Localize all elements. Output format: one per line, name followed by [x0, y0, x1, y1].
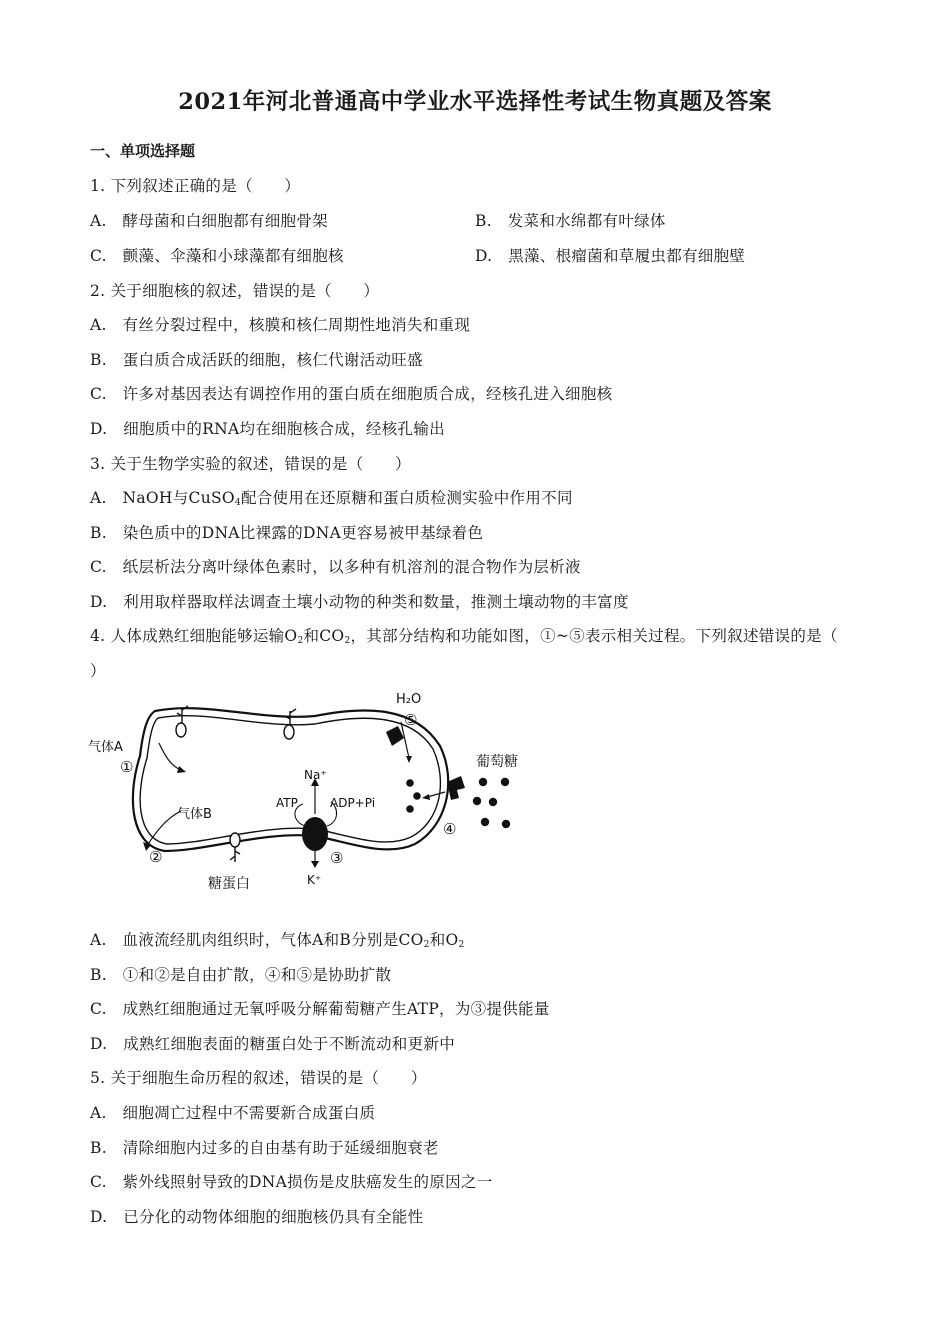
glycoprotein-top-left [176, 706, 188, 737]
q4-option-a: A. 血液流经肌肉组织时，气体A和B分别是$CO_2$和$O_2$ [90, 931, 465, 950]
q2-option-d: D. 细胞质中的RNA均在细胞核合成，经核孔输出 [90, 420, 445, 438]
q1-option-b: B. 发菜和水绵都有叶绿体 [475, 212, 666, 230]
q1-option-a: A. 酵母菌和白细胞都有细胞骨架 [90, 212, 328, 230]
glucose-label: 葡萄糖 [476, 754, 518, 770]
process-3-label: ③ [330, 849, 344, 867]
q5-option-c: C. 紫外线照射导致的DNA损伤是皮肤癌发生的原因之一 [90, 1173, 493, 1191]
q1-stem: 1. 下列叙述正确的是（ ） [90, 177, 301, 195]
q5-stem: 5. 关于细胞生命历程的叙述，错误的是（ ） [90, 1069, 427, 1087]
process-1-label: ① [120, 758, 134, 776]
process-2-label: ② [149, 848, 163, 866]
q5-option-d: D. 已分化的动物体细胞的细胞核仍具有全能性 [90, 1208, 424, 1226]
adp-label: ADP+Pi [330, 796, 376, 810]
q5-option-b: B. 清除细胞内过多的自由基有助于延缓细胞衰老 [90, 1139, 439, 1157]
process-4-label: ④ [443, 820, 457, 838]
process-5-label: ⑤ [404, 711, 418, 729]
q4-option-c: C. 成熟红细胞通过无氧呼吸分解葡萄糖产生ATP，为③提供能量 [90, 1000, 550, 1018]
section-heading: 一、单项选择题 [90, 142, 196, 160]
potassium-label: K⁺ [307, 873, 322, 887]
q4-stem: 4. 人体成熟红细胞能够运输$O_2$和$CO_2$，其部分结构和功能如图，①~⑤表示相关过程。下列叙述错误的是（ [90, 627, 838, 646]
water-label: H₂O [396, 692, 422, 707]
q4-option-b: B. ①和②是自由扩散，④和⑤是协助扩散 [90, 966, 392, 984]
q1-option-c: C. 颤藻、伞藻和小球藻都有细胞核 [90, 247, 344, 265]
q2-option-b: B. 蛋白质合成活跃的细胞，核仁代谢活动旺盛 [90, 351, 423, 369]
q3-option-c: C. 纸层析法分离叶绿体色素时，以多种有机溶剂的混合物作为层析液 [90, 558, 581, 576]
glycoprotein-label: 糖蛋白 [208, 876, 250, 892]
atp-label: ATP [276, 796, 298, 810]
sodium-label: Na⁺ [304, 768, 327, 782]
glucose-carrier-protein [447, 776, 465, 800]
page-title: 2021年河北普通高中学业水平选择性考试生物真题及答案 [178, 89, 772, 115]
gas-b-label: 气体B [177, 807, 212, 822]
q2-option-c: C. 许多对基因表达有调控作用的蛋白质在细胞质合成，经核孔进入细胞核 [90, 385, 613, 403]
q4-option-d: D. 成熟红细胞表面的糖蛋白处于不断流动和更新中 [90, 1035, 456, 1053]
q1-option-d: D. 黑藻、根瘤菌和草履虫都有细胞壁 [475, 247, 746, 265]
red-blood-cell-figure [85, 686, 535, 896]
sodium-potassium-pump [302, 817, 328, 851]
water-channel-protein [386, 726, 404, 746]
gas-a-label: 气体A [88, 740, 123, 755]
q2-stem: 2. 关于细胞核的叙述，错误的是（ ） [90, 282, 380, 300]
q3-option-d: D. 利用取样器取样法调查土壤小动物的种类和数量，推测土壤动物的丰富度 [90, 593, 629, 611]
q3-option-a: A. NaOH与CuSO$_4$配合使用在还原糖和蛋白质检测实验中作用不同 [90, 489, 573, 508]
q2-option-a: A. 有丝分裂过程中，核膜和核仁周期性地消失和重现 [90, 316, 471, 334]
glycoprotein-bottom [230, 833, 240, 862]
q5-option-a: A. 细胞凋亡过程中不需要新合成蛋白质 [90, 1104, 376, 1122]
q3-option-b: B. 染色质中的DNA比裸露的DNA更容易被甲基绿着色 [90, 524, 484, 542]
q3-stem: 3. 关于生物学实验的叙述，错误的是（ ） [90, 455, 411, 473]
q4-stem-close: ） [90, 662, 106, 680]
